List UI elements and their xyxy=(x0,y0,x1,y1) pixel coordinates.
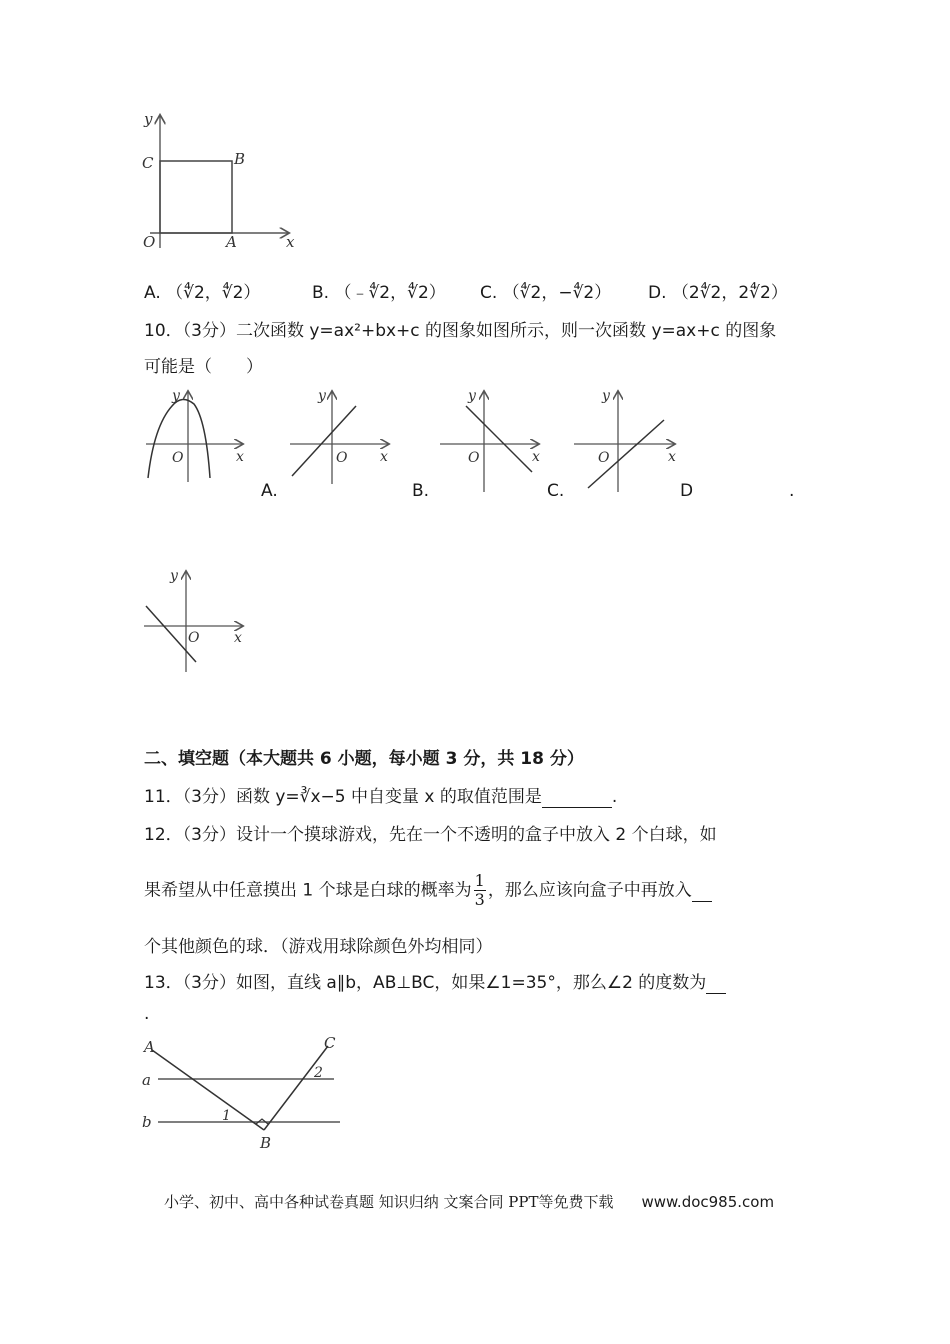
q13-text: 13．（3分）如图，直线 a∥b，AB⊥BC，如果∠1=35°，那么∠2 的度数为 xyxy=(144,973,707,993)
fraction-denominator: 3 xyxy=(474,890,485,909)
parabola-curve xyxy=(148,399,210,478)
point-b-label: B xyxy=(260,1134,272,1152)
q11-answer-blank[interactable] xyxy=(542,787,612,808)
y-label: y xyxy=(172,388,180,404)
q10-option-b-label: B. xyxy=(412,481,430,501)
q10-option-a-label: A. xyxy=(261,481,278,501)
footer xyxy=(164,1191,774,1212)
origin-label: O xyxy=(172,450,184,466)
q13-line-1 xyxy=(144,968,726,994)
q10-option-a-figure xyxy=(288,386,398,486)
q12-line-1: 12．（3分）设计一个摸球游戏，先在一个不透明的盒子中放入 2 个白球，如 xyxy=(144,825,717,845)
x-label: x xyxy=(236,449,244,465)
q12-line-2 xyxy=(144,872,712,909)
line-b-label: b xyxy=(142,1113,152,1131)
point-a-label: A xyxy=(144,1038,155,1056)
angle-1-label: 1 xyxy=(222,1108,231,1124)
q10-option-d-label: D xyxy=(680,481,694,501)
y-label: y xyxy=(602,388,610,404)
q11-line xyxy=(144,782,617,808)
square-oabc xyxy=(160,161,232,233)
question-9-figure xyxy=(138,108,308,253)
q11-period: . xyxy=(611,787,618,807)
question-13-figure xyxy=(138,1032,348,1154)
x-label: x xyxy=(234,630,242,646)
y-label: y xyxy=(144,110,153,128)
segment-bc xyxy=(264,1046,328,1130)
q10-trailing-dot: . xyxy=(789,481,795,501)
origin-label: O xyxy=(188,630,200,646)
angle-2-label: 2 xyxy=(314,1065,323,1081)
origin-label: O xyxy=(468,450,480,466)
q12-line-3: 个其他颜色的球．（游戏用球除颜色外均相同） xyxy=(144,937,493,957)
origin-label: O xyxy=(598,450,610,466)
x-label: x xyxy=(532,449,540,465)
q9-option-d: D. （2∜2，2∜2） xyxy=(648,283,788,303)
q10-parabola-figure xyxy=(142,386,252,486)
x-label: x xyxy=(668,449,676,465)
q10-option-d-figure xyxy=(140,566,250,676)
segment-ab xyxy=(152,1050,264,1130)
point-a-label: A xyxy=(226,233,237,251)
fraction-numerator: 1 xyxy=(474,871,485,890)
q12-answer-blank[interactable] xyxy=(692,881,712,902)
footer-url[interactable]: www.doc985.com xyxy=(641,1193,775,1211)
q13-line-2: . xyxy=(144,1004,150,1024)
q10-option-c-figure xyxy=(572,386,687,496)
origin-label: O xyxy=(143,233,156,251)
probability-fraction xyxy=(474,872,486,909)
point-b-label: B xyxy=(234,150,246,168)
y-label: y xyxy=(318,388,326,404)
point-c-label: C xyxy=(324,1034,336,1052)
q9-option-a: A. （∜2，∜2） xyxy=(144,283,261,303)
q9-option-c: C. （∜2，−∜2） xyxy=(480,283,612,303)
q9-option-b: B. （﹣∜2，∜2） xyxy=(312,283,446,303)
origin-label: O xyxy=(336,450,348,466)
section-2-heading: 二、填空题（本大题共 6 小题，每小题 3 分，共 18 分） xyxy=(144,749,584,769)
y-label: y xyxy=(170,568,178,584)
q13-answer-blank[interactable] xyxy=(706,973,726,994)
x-label: x xyxy=(286,233,295,251)
q10-line-1: 10．（3分）二次函数 y=ax²+bx+c 的图象如图所示，则一次函数 y=ax+c 的图象 xyxy=(144,321,777,341)
q12-line-2-text: 果希望从中任意摸出 1 个球是白球的概率为 xyxy=(144,880,472,901)
q11-text: 11．（3分）函数 y=∛x−5 中自变量 x 的取值范围是 xyxy=(144,787,542,807)
line-a-label: a xyxy=(142,1071,151,1089)
point-c-label: C xyxy=(142,154,154,172)
q10-option-c-label: C. xyxy=(547,481,565,501)
q10-line-2: 可能是（ ） xyxy=(144,357,263,377)
q10-option-b-figure xyxy=(438,386,548,496)
x-label: x xyxy=(380,449,388,465)
y-label: y xyxy=(468,388,476,404)
q12-line-2-rest: ，那么应该向盒子中再放入 xyxy=(487,880,692,901)
footer-text: 小学、初中、高中各种试卷真题 知识归纳 文案合同 PPT等免费下载 xyxy=(164,1193,614,1211)
